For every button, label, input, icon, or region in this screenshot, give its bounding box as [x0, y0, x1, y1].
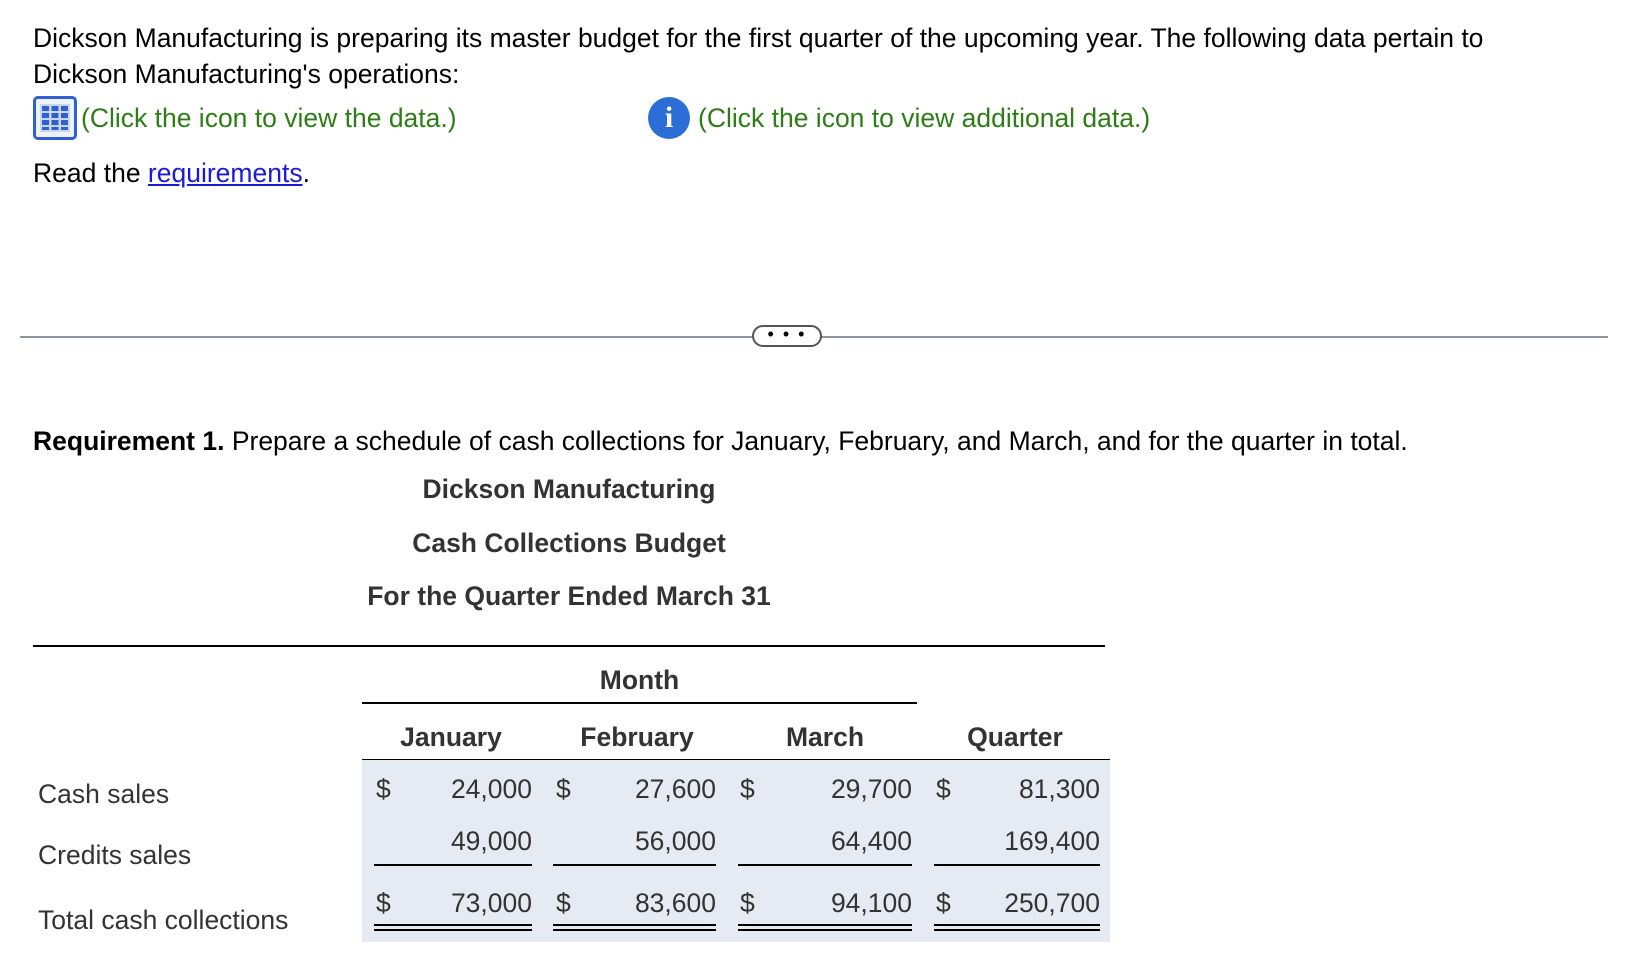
data-table-icon[interactable] — [33, 96, 77, 140]
cash-sales-march: 29,700 — [830, 774, 912, 804]
dollar-sign: $ — [376, 774, 391, 804]
col-header-quarter: Quarter — [967, 722, 1063, 752]
dollar-sign: $ — [376, 888, 391, 918]
read-suffix: . — [302, 158, 310, 188]
row-label-credit-sales: Credits sales — [38, 840, 192, 870]
credit-sales-march: 64,400 — [830, 826, 912, 856]
read-prefix: Read the — [33, 158, 148, 188]
row-label-total: Total cash collections — [38, 905, 289, 935]
data-link-row[interactable] — [33, 96, 457, 140]
cash-sales-quarter: 81,300 — [1018, 774, 1100, 804]
dollar-sign: $ — [740, 774, 755, 804]
requirement-label: Requirement 1. — [33, 426, 225, 456]
cash-sales-january: 24,000 — [450, 774, 532, 804]
total-quarter: 250,700 — [1004, 888, 1100, 918]
dollar-sign: $ — [936, 888, 951, 918]
cash-sales-february: 27,600 — [634, 774, 716, 804]
total-january: 73,000 — [450, 888, 532, 918]
credit-sales-february: 56,000 — [634, 826, 716, 856]
schedule-company: Dickson Manufacturing — [422, 474, 716, 504]
dollar-sign: $ — [556, 774, 571, 804]
col-header-january: January — [400, 722, 502, 752]
expand-more-button[interactable]: • • • — [752, 325, 822, 347]
col-header-february: February — [580, 722, 694, 752]
subtotal-rule-february — [553, 864, 716, 866]
col-header-march: March — [785, 722, 865, 752]
view-additional-data-link[interactable]: (Click the icon to view additional data.) — [698, 102, 1151, 133]
month-header: Month — [599, 665, 680, 695]
info-icon[interactable]: i — [648, 97, 690, 139]
read-requirements-line — [33, 158, 310, 189]
dollar-sign: $ — [740, 888, 755, 918]
credit-sales-january: 49,000 — [450, 826, 532, 856]
view-data-link[interactable]: (Click the icon to view the data.) — [81, 102, 457, 133]
subtotal-rule-quarter — [934, 864, 1100, 866]
schedule-title: Cash Collections Budget — [412, 528, 726, 558]
title-rule — [33, 645, 1105, 647]
total-double-rule-march — [738, 924, 912, 931]
requirements-link[interactable]: requirements — [147, 158, 303, 188]
requirement-description: Prepare a schedule of cash collections for January, February, and March, and for the quarter in total. — [224, 426, 1408, 456]
additional-data-link-row[interactable] — [648, 96, 1150, 140]
subtotal-rule-march — [738, 864, 912, 866]
row-label-cash-sales: Cash sales — [38, 779, 170, 809]
month-rule — [362, 702, 917, 704]
dollar-sign: $ — [936, 774, 951, 804]
subtotal-rule-january — [374, 864, 532, 866]
total-march: 94,100 — [830, 888, 912, 918]
dollar-sign: $ — [556, 888, 571, 918]
credit-sales-quarter: 169,400 — [1004, 826, 1100, 856]
total-double-rule-january — [374, 924, 532, 931]
requirement-1-text — [33, 426, 1408, 457]
total-february: 83,600 — [634, 888, 716, 918]
intro-text: Dickson Manufacturing is preparing its master budget for the first quarter of the upcoming year. The following data pertain to Dickson Manufacturing's operations: — [33, 23, 1484, 89]
total-double-rule-february — [553, 924, 716, 931]
schedule-period: For the Quarter Ended March 31 — [367, 581, 771, 611]
total-double-rule-quarter — [934, 924, 1100, 931]
